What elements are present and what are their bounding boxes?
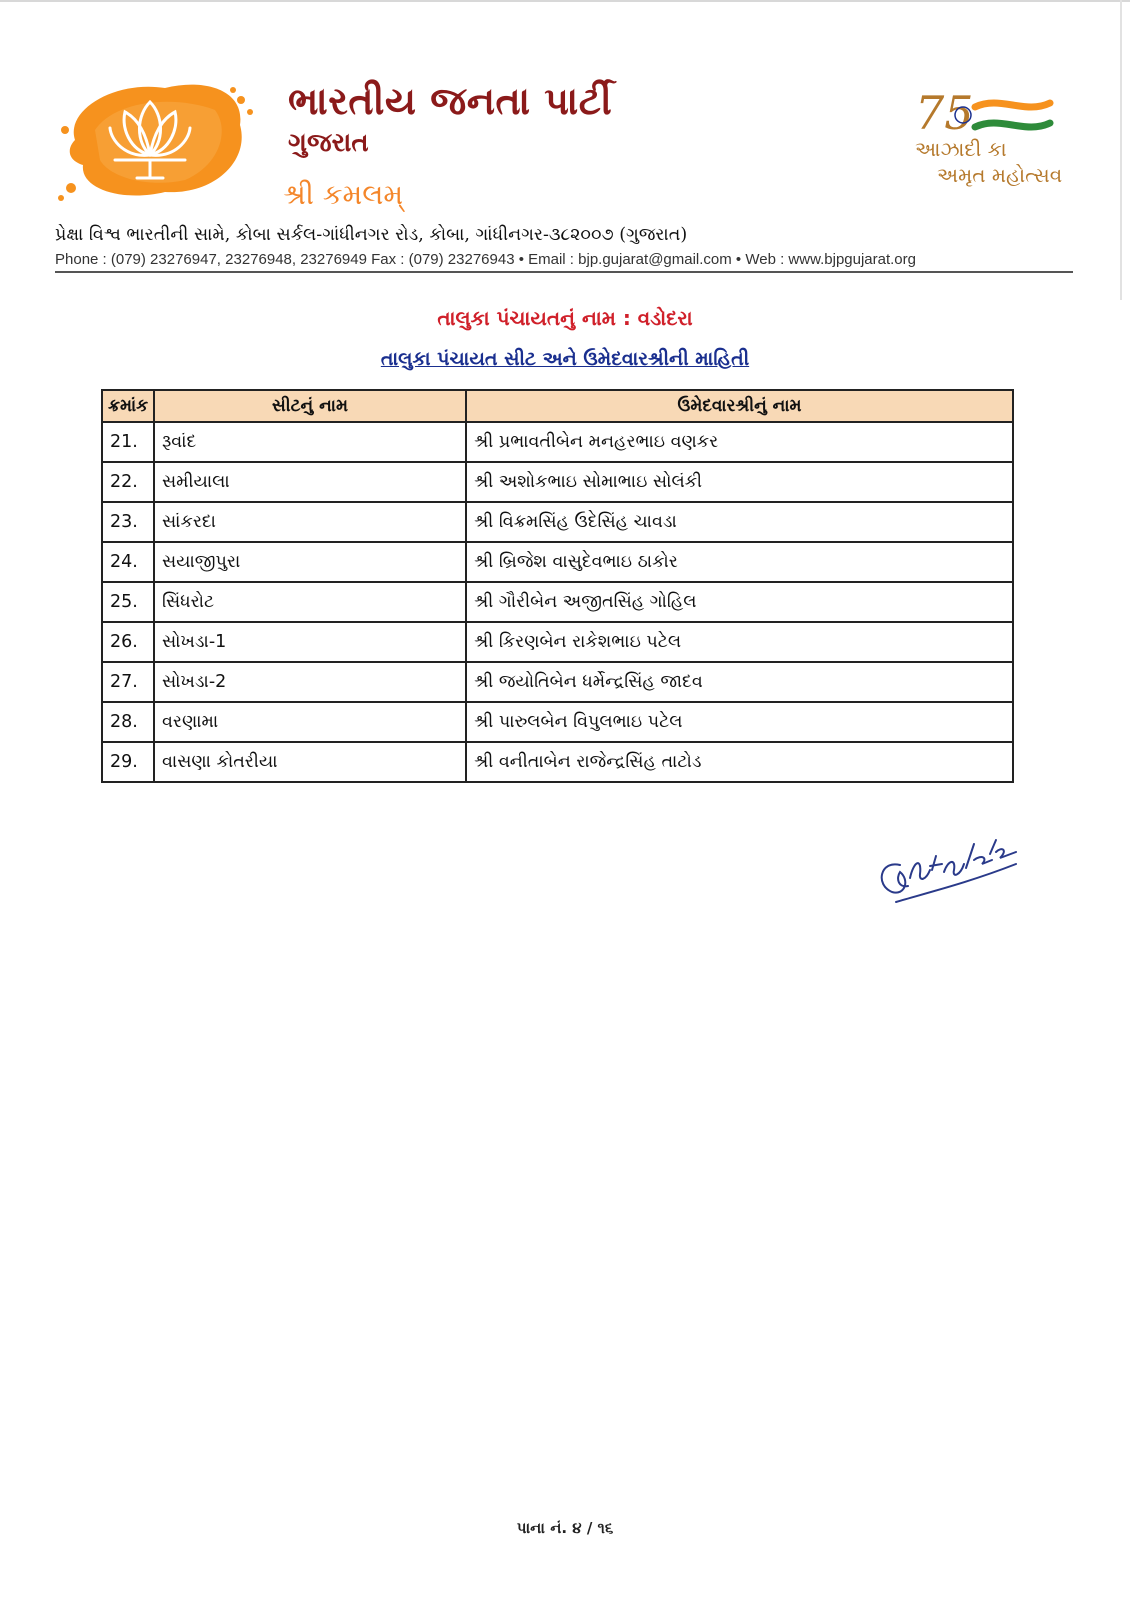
bjp-lotus-logo [55,70,255,210]
seat-candidate-table [101,389,1014,783]
azadi-line-1: આઝાદી કા [915,137,1007,161]
seat-name: સિંધરોટ [154,582,466,622]
azadi-75-emblem-icon [915,85,1085,140]
table-row [102,502,1013,542]
seat-name: સમીયાલા [154,462,466,502]
candidate-name: શ્રી બ્રિજેશ વાસુદેવભાઇ ઠાકોર [466,542,1013,582]
seat-name: વરણામા [154,702,466,742]
table-row [102,662,1013,702]
table-row [102,462,1013,502]
candidate-name: શ્રી વિક્રમસિંહ ઉદેસિંહ ચાવડા [466,502,1013,542]
office-address: પ્રેક્ષા વિશ્વ ભારતીની સામે, કોબા સર્કલ-ગાંધીનગર રોડ, કોબા, ગાંધીનગર-૩૮૨૦૦૭ (ગુજરાત) [55,225,688,245]
azadi-line-2: અમૃત મહોત્સવ [937,163,1063,187]
azadi-amrit-mahotsav-badge [915,85,1085,195]
contact-info: Phone : (079) 23276947, 23276948, 23276949 Fax : (079) 23276943 • Email : bjp.gujarat@gmail.com • Web : www.bjpgujarat.org [55,251,916,268]
serial-number: 24. [102,542,154,582]
table-row [102,622,1013,662]
header-candidate-name: ઉમેદવારશ્રીનું નામ [466,390,1013,422]
header-serial-number: ક્રમાંક [102,390,154,422]
header-divider [55,271,1073,273]
table-row [102,742,1013,782]
page-right-edge [1120,0,1122,300]
serial-number: 25. [102,582,154,622]
candidate-name: શ્રી અશોકભાઇ સોમાભાઇ સોલંકી [466,462,1013,502]
seat-name: વાસણા કોતરીયા [154,742,466,782]
handwritten-signature [870,830,1020,910]
page-top-edge [0,0,1130,2]
candidate-name: શ્રી ગૌરીબેન અજીતસિંહ ગોહિલ [466,582,1013,622]
serial-number: 21. [102,422,154,462]
serial-number: 29. [102,742,154,782]
candidate-name: શ્રી કિરણબેન રાકેશભાઇ પટેલ [466,622,1013,662]
candidate-name: શ્રી પારુલબેન વિપુલભાઇ પટેલ [466,702,1013,742]
candidate-name: શ્રી જયોતિબેન ધર્મેન્દ્રસિંહ જાદવ [466,662,1013,702]
serial-number: 23. [102,502,154,542]
table-row [102,542,1013,582]
seat-name: રૂવાંદ [154,422,466,462]
serial-number: 27. [102,662,154,702]
seat-name: સયાજીપુરા [154,542,466,582]
seat-name: સોખડા-2 [154,662,466,702]
document-title: તાલુકા પંચાયતનું નામ : વડોદરા [437,306,693,330]
candidate-name: શ્રી પ્રભાવતીબેન મનહરભાઇ વણકર [466,422,1013,462]
serial-number: 26. [102,622,154,662]
party-office-name: શ્રી કમલમ્ [283,178,404,211]
table-row [102,422,1013,462]
serial-number: 28. [102,702,154,742]
header-seat-name: સીટનું નામ [154,390,466,422]
serial-number: 22. [102,462,154,502]
table-row [102,582,1013,622]
party-state: ગુજરાત [288,128,369,158]
party-name: ભારતીય જનતા પાર્ટી [288,78,613,123]
document-subtitle: તાલુકા પંચાયત સીટ અને ઉમેદવારશ્રીની માહિતી [380,348,750,370]
table-header-row [102,390,1013,422]
seat-name: સોખડા-1 [154,622,466,662]
table-row [102,702,1013,742]
candidate-name: શ્રી વનીતાબેન રાજેન્દ્રસિંહ તાટોડ [466,742,1013,782]
azadi-number: 75 [915,86,974,140]
page-number: પાના નં. ૪ / ૧૬ [516,1519,614,1537]
seat-name: સાંકરદા [154,502,466,542]
